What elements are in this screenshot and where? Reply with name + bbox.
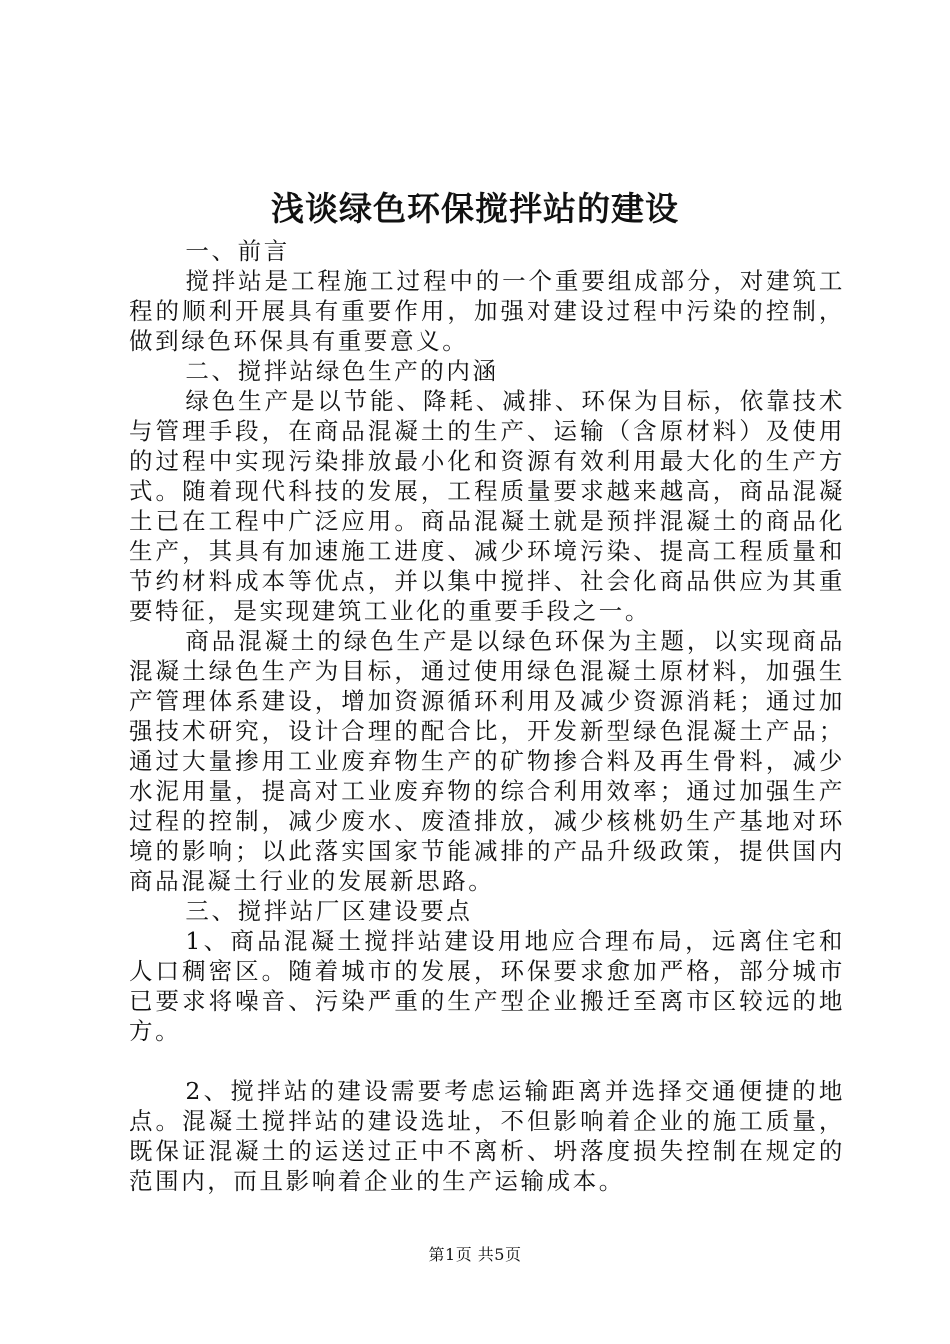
section-heading-green-production: 二、搅拌站绿色生产的内涵: [185, 357, 499, 385]
paragraph-point-2: 2、搅拌站的建设需要考虑运输距离并选择交通便捷的地点。混凝土搅拌站的建设选址，不但影响着企业的施工质量，既保证混凝土的运送过正中不离析、坍落度损失控制在规定的范围内，而且影响着企业的生产运输成本。: [129, 1077, 845, 1195]
section-heading-site-construction: 三、搅拌站厂区建设要点: [185, 897, 473, 925]
paragraph-point-1: 1、商品混凝土搅拌站建设用地应合理布局，远离住宅和人口稠密区。随着城市的发展，环保要求愈加严格，部分城市已要求将噪音、污染严重的生产型企业搬迁至离市区较远的地方。: [129, 927, 845, 1045]
paragraph-preface: 搅拌站是工程施工过程中的一个重要组成部分，对建筑工程的顺利开展具有重要作用，加强对建设过程中污染的控制，做到绿色环保具有重要意义。: [129, 267, 845, 355]
page-footer: 第1页 共5页: [428, 1245, 522, 1264]
paragraph-green-production-theme: 商品混凝土的绿色生产是以绿色环保为主题，以实现商品混凝土绿色生产为目标，通过使用绿色混凝土原材料，加强生产管理体系建设，增加资源循环利用及减少资源消耗；通过加强技术研究，设计合理的配合比，开发新型绿色混凝土产品；通过大量掺用工业废弃物生产的矿物掺合料及再生骨料，减少水泥用量，提高对工业废弃物的综合利用效率；通过加强生产过程的控制，减少废水、废渣排放，减少核桃奶生产基地对环境的影响；以此落实国家节能减排的产品升级政策，提供国内商品混凝土行业的发展新思路。: [129, 627, 845, 895]
document-body: [129, 236, 845, 1196]
document-title: 浅谈绿色环保搅拌站的建设: [271, 189, 679, 228]
section-heading-preface: 一、前言: [185, 237, 290, 265]
paragraph-green-production-definition: 绿色生产是以节能、降耗、减排、环保为目标，依靠技术与管理手段，在商品混凝土的生产、运输（含原材料）及使用的过程中实现污染排放最小化和资源有效利用最大化的生产方式。随着现代科技的发展，工程质量要求越来越高，商品混凝土已在工程中广泛应用。商品混凝土就是预拌混凝土的商品化生产，其具有加速施工进度、减少环境污染、提高工程质量和节约材料成本等优点，并以集中搅拌、社会化商品供应为其重要特征，是实现建筑工业化的重要手段之一。: [129, 387, 845, 625]
